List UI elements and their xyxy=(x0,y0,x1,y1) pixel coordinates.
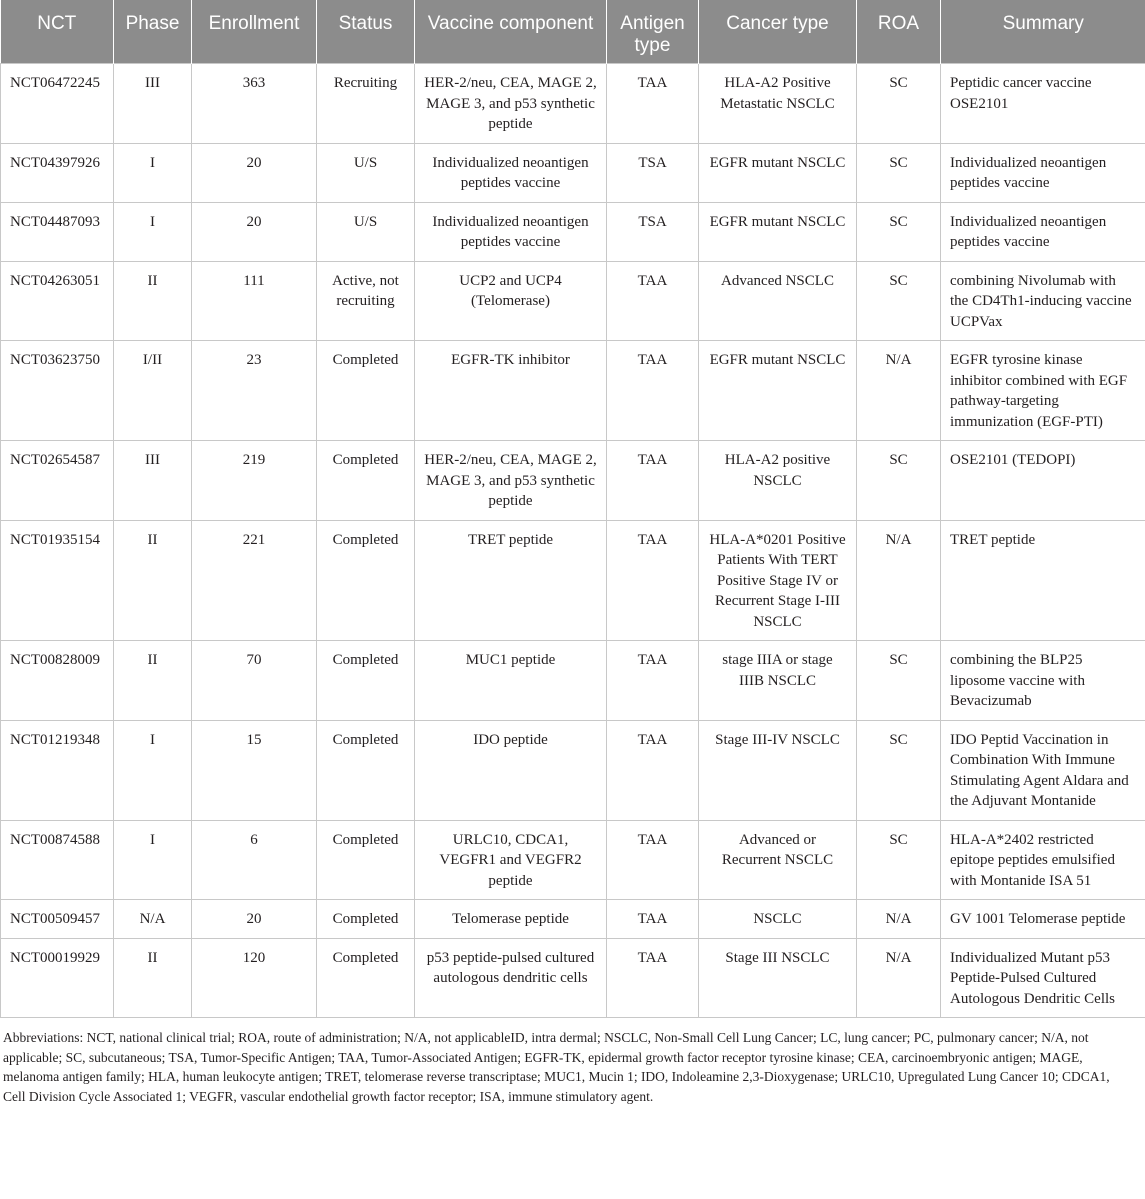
cell-enrollment: 221 xyxy=(192,520,317,641)
cell-phase: I xyxy=(114,720,192,820)
cell-status: Completed xyxy=(317,441,415,521)
cell-cancer-type: EGFR mutant NSCLC xyxy=(699,202,857,261)
cell-roa: SC xyxy=(857,202,941,261)
cell-cancer-type: Stage III-IV NSCLC xyxy=(699,720,857,820)
cell-nct: NCT00019929 xyxy=(1,938,114,1018)
table-row xyxy=(1,520,1145,641)
cell-enrollment: 70 xyxy=(192,641,317,721)
cell-cancer-type: Advanced or Recurrent NSCLC xyxy=(699,820,857,900)
cell-antigen-type: TAA xyxy=(607,261,699,341)
cell-nct: NCT04397926 xyxy=(1,143,114,202)
cell-enrollment: 20 xyxy=(192,900,317,939)
cell-cancer-type: Advanced NSCLC xyxy=(699,261,857,341)
cell-nct: NCT01935154 xyxy=(1,520,114,641)
header-roa: ROA xyxy=(857,0,941,64)
cell-vaccine-component: UCP2 and UCP4 (Telomerase) xyxy=(415,261,607,341)
cell-status: Completed xyxy=(317,520,415,641)
cell-roa: SC xyxy=(857,64,941,144)
cell-cancer-type: HLA-A2 positive NSCLC xyxy=(699,441,857,521)
cell-summary: Peptidic cancer vaccine OSE2101 xyxy=(941,64,1145,144)
cell-roa: SC xyxy=(857,441,941,521)
cell-roa: N/A xyxy=(857,520,941,641)
cell-status: Completed xyxy=(317,938,415,1018)
cell-summary: IDO Peptid Vaccination in Combination With Immune Stimulating Agent Aldara and the Adjuvant Montanide xyxy=(941,720,1145,820)
cell-nct: NCT00828009 xyxy=(1,641,114,721)
table-row xyxy=(1,720,1145,820)
table-row xyxy=(1,64,1145,144)
cell-vaccine-component: Individualized neoantigen peptides vaccine xyxy=(415,143,607,202)
cell-phase: I xyxy=(114,820,192,900)
cell-status: Completed xyxy=(317,900,415,939)
cell-status: Completed xyxy=(317,820,415,900)
header-antigen-type: Antigen type xyxy=(607,0,699,64)
cell-antigen-type: TAA xyxy=(607,720,699,820)
table-row xyxy=(1,341,1145,441)
cell-status: Recruiting xyxy=(317,64,415,144)
cell-phase: II xyxy=(114,938,192,1018)
cell-vaccine-component: p53 peptide-pulsed cultured autologous dendritic cells xyxy=(415,938,607,1018)
table-row xyxy=(1,143,1145,202)
cell-enrollment: 15 xyxy=(192,720,317,820)
cell-phase: III xyxy=(114,441,192,521)
cell-vaccine-component: IDO peptide xyxy=(415,720,607,820)
cell-enrollment: 6 xyxy=(192,820,317,900)
cell-antigen-type: TSA xyxy=(607,202,699,261)
cell-roa: SC xyxy=(857,143,941,202)
cell-phase: III xyxy=(114,64,192,144)
cell-enrollment: 20 xyxy=(192,143,317,202)
cell-enrollment: 20 xyxy=(192,202,317,261)
cell-enrollment: 23 xyxy=(192,341,317,441)
header-status: Status xyxy=(317,0,415,64)
cell-nct: NCT00874588 xyxy=(1,820,114,900)
cell-summary: combining the BLP25 liposome vaccine with Bevacizumab xyxy=(941,641,1145,721)
cell-phase: II xyxy=(114,641,192,721)
cell-vaccine-component: TRET peptide xyxy=(415,520,607,641)
cell-summary: TRET peptide xyxy=(941,520,1145,641)
cell-vaccine-component: Telomerase peptide xyxy=(415,900,607,939)
header-cancer-type: Cancer type xyxy=(699,0,857,64)
cell-status: Completed xyxy=(317,720,415,820)
cell-enrollment: 219 xyxy=(192,441,317,521)
cell-phase: I/II xyxy=(114,341,192,441)
cell-cancer-type: NSCLC xyxy=(699,900,857,939)
cell-nct: NCT01219348 xyxy=(1,720,114,820)
cell-status: Completed xyxy=(317,641,415,721)
cell-antigen-type: TAA xyxy=(607,820,699,900)
cell-phase: II xyxy=(114,261,192,341)
cell-antigen-type: TAA xyxy=(607,938,699,1018)
table-row xyxy=(1,820,1145,900)
header-phase: Phase xyxy=(114,0,192,64)
cell-vaccine-component: EGFR-TK inhibitor xyxy=(415,341,607,441)
table-body xyxy=(1,64,1145,1018)
cell-nct: NCT06472245 xyxy=(1,64,114,144)
cell-phase: I xyxy=(114,202,192,261)
cell-phase: II xyxy=(114,520,192,641)
cell-summary: HLA-A*2402 restricted epitope peptides emulsified with Montanide ISA 51 xyxy=(941,820,1145,900)
header-enrollment: Enrollment xyxy=(192,0,317,64)
cell-enrollment: 363 xyxy=(192,64,317,144)
cell-cancer-type: Stage III NSCLC xyxy=(699,938,857,1018)
cell-phase: I xyxy=(114,143,192,202)
cell-antigen-type: TAA xyxy=(607,641,699,721)
header-summary: Summary xyxy=(941,0,1145,64)
cell-antigen-type: TAA xyxy=(607,64,699,144)
cell-roa: SC xyxy=(857,261,941,341)
cell-nct: NCT03623750 xyxy=(1,341,114,441)
cell-nct: NCT04487093 xyxy=(1,202,114,261)
cell-phase: N/A xyxy=(114,900,192,939)
table-row xyxy=(1,900,1145,939)
cell-status: U/S xyxy=(317,143,415,202)
cell-antigen-type: TSA xyxy=(607,143,699,202)
cell-antigen-type: TAA xyxy=(607,520,699,641)
cell-antigen-type: TAA xyxy=(607,900,699,939)
cell-enrollment: 120 xyxy=(192,938,317,1018)
table-row xyxy=(1,938,1145,1018)
cell-roa: N/A xyxy=(857,341,941,441)
cell-roa: SC xyxy=(857,641,941,721)
cell-summary: Individualized neoantigen peptides vaccine xyxy=(941,143,1145,202)
cell-vaccine-component: MUC1 peptide xyxy=(415,641,607,721)
cell-cancer-type: EGFR mutant NSCLC xyxy=(699,341,857,441)
cell-antigen-type: TAA xyxy=(607,341,699,441)
cell-summary: combining Nivolumab with the CD4Th1-inducing vaccine UCPVax xyxy=(941,261,1145,341)
cell-vaccine-component: URLC10, CDCA1, VEGFR1 and VEGFR2 peptide xyxy=(415,820,607,900)
table-row xyxy=(1,441,1145,521)
cell-vaccine-component: HER-2/neu, CEA, MAGE 2, MAGE 3, and p53 synthetic peptide xyxy=(415,64,607,144)
header-row xyxy=(1,0,1145,64)
cell-cancer-type: EGFR mutant NSCLC xyxy=(699,143,857,202)
cell-nct: NCT00509457 xyxy=(1,900,114,939)
cell-status: Completed xyxy=(317,341,415,441)
header-nct: NCT xyxy=(1,0,114,64)
cell-roa: SC xyxy=(857,820,941,900)
cell-summary: EGFR tyrosine kinase inhibitor combined with EGF pathway-targeting immunization (EGF-PTI) xyxy=(941,341,1145,441)
cell-roa: N/A xyxy=(857,938,941,1018)
header-vaccine-component: Vaccine component xyxy=(415,0,607,64)
cell-summary: Individualized neoantigen peptides vaccine xyxy=(941,202,1145,261)
cell-vaccine-component: Individualized neoantigen peptides vaccine xyxy=(415,202,607,261)
cell-status: U/S xyxy=(317,202,415,261)
cell-cancer-type: HLA-A2 Positive Metastatic NSCLC xyxy=(699,64,857,144)
cell-summary: GV 1001 Telomerase peptide xyxy=(941,900,1145,939)
table-row xyxy=(1,261,1145,341)
abbreviations-footnote: Abbreviations: NCT, national clinical trial; ROA, route of administration; N/A, not applicableID, intra dermal; NSCLC, Non-Small Cell Lung Cancer; LC, lung cancer; PC, pulmonary cancer; N/A, not applicable; SC, subcutaneous; TSA, Tumor-Specific Antigen; TAA, Tumor-Associated Antigen; EGFR-TK, epidermal growth factor receptor tyrosine kinase; CEA, carcinoembryonic antigen; MAGE, melanoma antigen family; HLA, human leukocyte antigen; TRET, telomerase reverse transcriptase; MUC1, Mucin 1; IDO, Indoleamine 2,3-Dioxygenase; URLC10, Upregulated Lung Cancer 10; CDCA1, Cell Division Cycle Associated 1; VEGFR, vascular endothelial growth factor receptor; ISA, immune stimulatory agent. xyxy=(3,1030,1110,1104)
cell-nct: NCT04263051 xyxy=(1,261,114,341)
cell-roa: N/A xyxy=(857,900,941,939)
cell-vaccine-component: HER-2/neu, CEA, MAGE 2, MAGE 3, and p53 synthetic peptide xyxy=(415,441,607,521)
table-header xyxy=(1,0,1145,64)
cell-cancer-type: HLA-A*0201 Positive Patients With TERT Positive Stage IV or Recurrent Stage I-III NSCLC xyxy=(699,520,857,641)
table-row xyxy=(1,202,1145,261)
cell-status: Active, not recruiting xyxy=(317,261,415,341)
cell-cancer-type: stage IIIA or stage IIIB NSCLC xyxy=(699,641,857,721)
table-row xyxy=(1,641,1145,721)
cell-roa: SC xyxy=(857,720,941,820)
cell-nct: NCT02654587 xyxy=(1,441,114,521)
cell-summary: OSE2101 (TEDOPI) xyxy=(941,441,1145,521)
cell-enrollment: 111 xyxy=(192,261,317,341)
cell-antigen-type: TAA xyxy=(607,441,699,521)
cell-summary: Individualized Mutant p53 Peptide-Pulsed Cultured Autologous Dendritic Cells xyxy=(941,938,1145,1018)
